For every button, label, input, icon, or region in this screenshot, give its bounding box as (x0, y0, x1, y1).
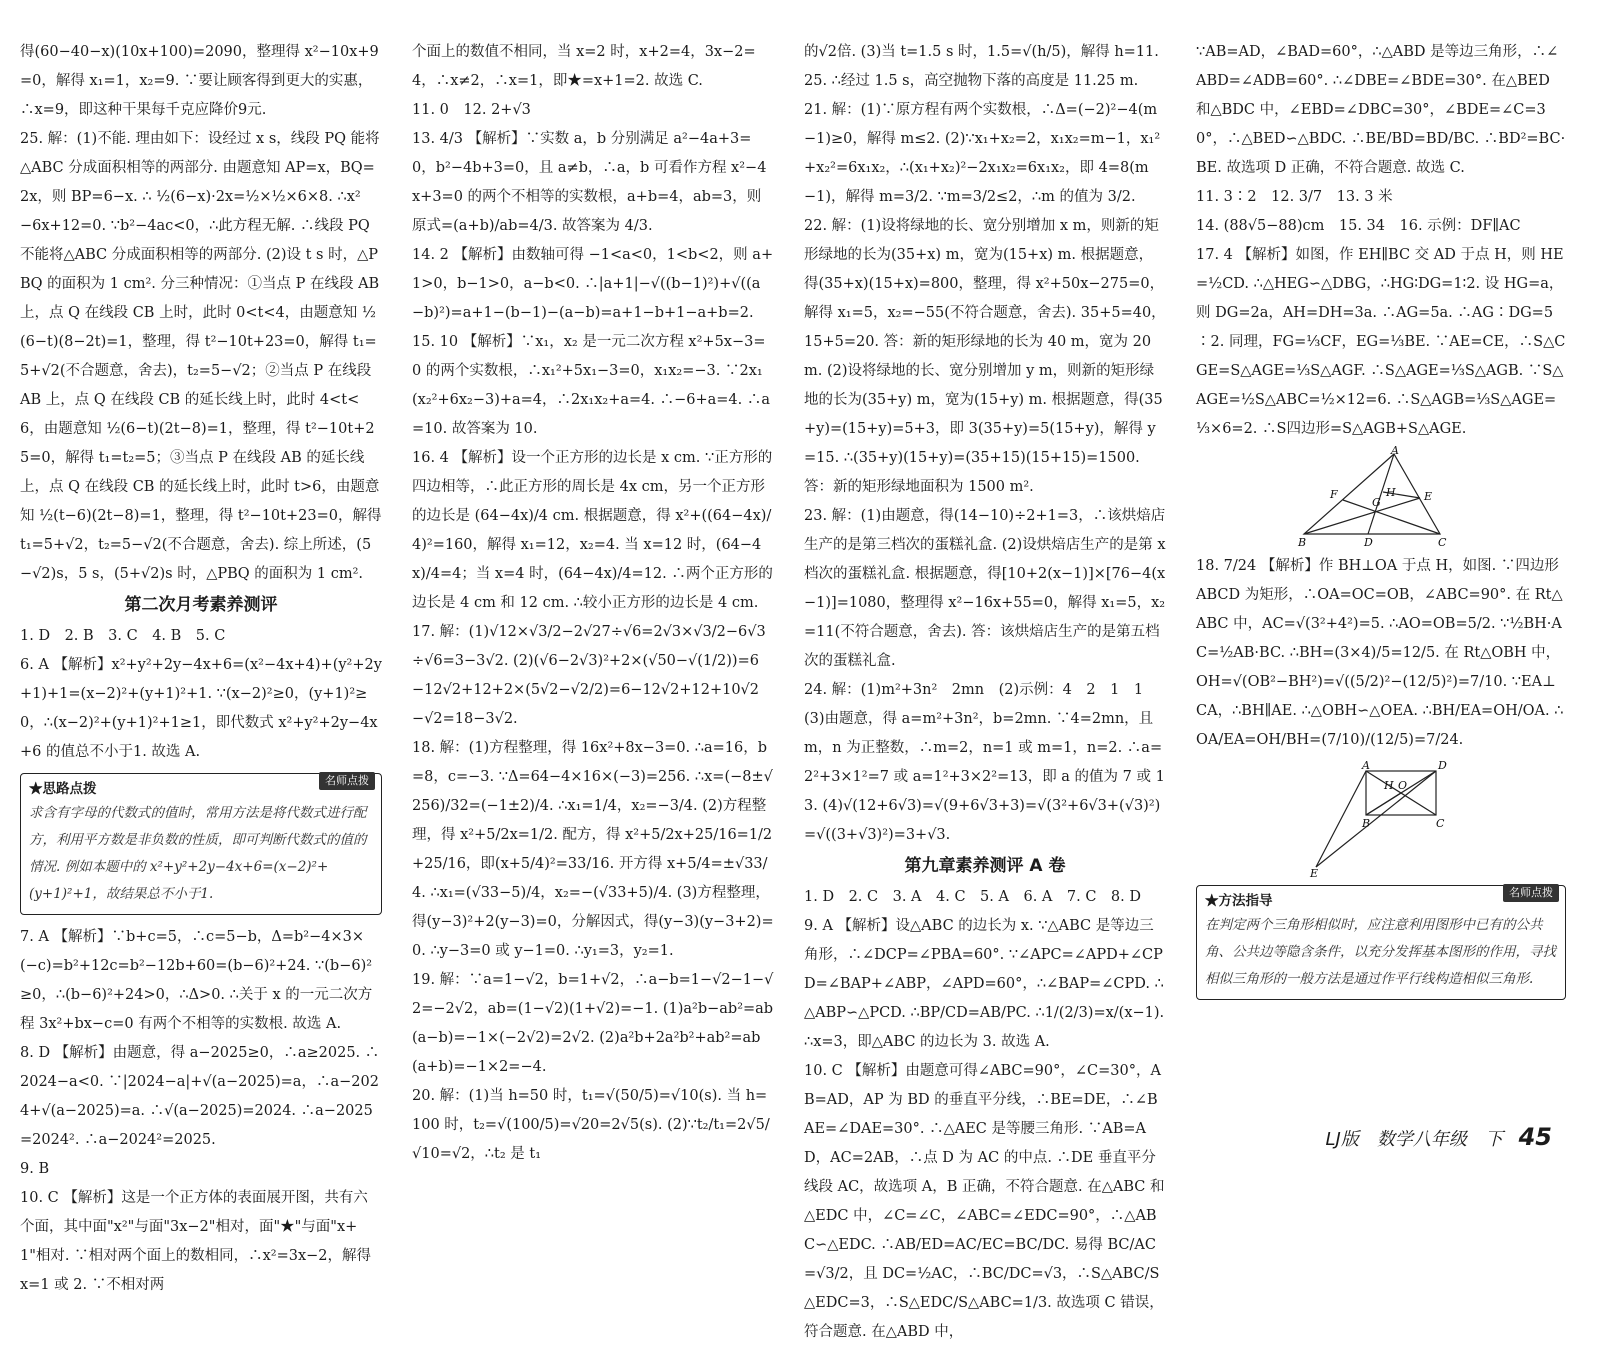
paragraph-q8: 8. D 【解析】由题意，得 a−2025≥0，∴a≥2025. ∴2024−a<0. ∵|2024−a|+√(a−2025)=a，∴a−2024+√(a−2025)=a. ∴√(a−2025)=2024. ∴a−2025=2024². ∴a−2024²=2025. (20, 1045, 380, 1148)
label-O: O (1398, 779, 1408, 792)
label-A: A (1391, 444, 1399, 457)
paragraph-q14: 14. 2 【解析】由数轴可得 −1<a<0，1<b<2，则 a+1>0，b−1>0，a−b<0. ∴|a+1|−√((b−1)²)+√((a−b)²)=a+1−(b−1)−(a−b)=a+1−b+1−a+b=2. (412, 247, 774, 321)
paragraph-q18: 18. 解：(1)方程整理，得 16x²+8x−3=0. ∴a=16，b=8，c=−3. ∵Δ=64−4×16×(−3)=256. ∴x=(−8±√256)/32=(−1±2)/4. ∴x₁=1/4，x₂=−3/4. (2)方程整理，得 x²+5/2x=1/2. 配方，得 x²+5/2x+25/16=1/2+25/16，即(x+5/4)²=33/16. 开方得 x+5/4=±√33/4. ∴x₁=(√33−5)/4，x₂=−(√33+5)/4. (3)方程整理，得(y−3)²+2(y−3)=0，分解因式，得(y−3)(y−3+2)=0. ∴y−3=0 或 y−1=0. ∴y₁=3，y₂=1. (412, 740, 774, 959)
label-F: F (1330, 488, 1338, 501)
column-2 (412, 38, 774, 1162)
column-3 (804, 38, 1166, 1340)
answers-1-8: 1. D 2. C 3. A 4. C 5. A 6. A 7. C 8. D (804, 889, 1141, 905)
method-text: 在判定两个三角形相似时，应注意利用图形中已有的公共角、公共边等隐含条件，以充分发挥基本图形的作用，寻找相似三角形的一般方法是通过作平行线构造相似三角形. (1205, 917, 1556, 987)
answers-1-5: 1. D 2. B 3. C 4. B 5. C (20, 628, 226, 644)
tip-box (20, 773, 382, 915)
method-tag: 名师点拨 (1503, 884, 1559, 902)
label-C: C (1438, 536, 1447, 549)
label-G: G (1372, 496, 1381, 509)
label-B: B (1362, 817, 1371, 830)
paragraph-q21: 21. 解：(1)∵原方程有两个实数根，∴Δ=(−2)²−4(m−1)≥0，解得 m≤2. (2)∵x₁+x₂=2，x₁x₂=m−1，x₁²+x₂²=6x₁x₂，∴(x₁+x₂)²−2x₁x₂=6x₁x₂，即 4=8(m−1)，解得 m=3/2. ∵m=3/2≤2，∴m 的值为 3/2. (804, 102, 1161, 205)
method-title: ★方法指导 (1205, 893, 1273, 909)
paragraph-q10: 10. C 【解析】由题意可得∠ABC=90°，∠C=30°，AB=AD，AP 为 BD 的垂直平分线，∴BE=DE，∴∠BAE=∠DAE=30°. ∴△AEC 是等腰三角形. ∵AB=AD，AC=2AB，∴点 D 为 AC 的中点. ∴DE 垂直平分线段 AC，故选项 A，B 正确，不符合题意. 在△ABC 和△EDC 中，∠C=∠C，∠ABC=∠EDC=90°，∴△ABC∽△EDC. ∴AB/ED=AC/EC=BC/DC. 易得 BC/AC=√3/2，且 DC=½AC，∴BC/DC=√3，∴S△ABC/S△EDC=3，∴S△EDC/S△ABC=1/3. 故选项 C 错误，符合题意. 在△ABD 中， (804, 1063, 1165, 1340)
label-D: D (1438, 759, 1447, 772)
answers-11-13: 11. 3∶2 12. 3/7 13. 3 米 (1196, 189, 1393, 205)
paragraph-q9: 9. A 【解析】设△ABC 的边长为 x. ∵△ABC 是等边三角形，∴∠DCP=∠PBA=60°. ∵∠APC=∠APD+∠CPD=∠BAP+∠ABP，∠APD=60°，∴∠BAP=∠CPD. ∴△ABP∽△PCD. ∴BP/CD=AB/PC. ∴1/(2/3)=x/(x−1). ∴x=3，即△ABC 的边长为 3. 故选 A. (804, 918, 1165, 1050)
tip-tag: 名师点拨 (319, 772, 375, 790)
label-A: A (1362, 759, 1370, 772)
paragraph-q17: 17. 4 【解析】如图，作 EH∥BC 交 AD 于点 H，则 HE=½CD. ∴△HEG∽△DBG，∴HG∶DG=1∶2. 设 HG=a，则 DG=2a，AH=DH=3a. ∴AG=5a. ∴AG∶DG=5∶2. 同理，FG=⅓CF，EG=⅓BE. ∵AE=CE，∴S△CGE=S△AGE=⅓S△AGF. ∴S△AGE=⅓S△AGB. ∵S△AGE=½S△ABC=½×12=6. ∴S△AGB=⅓S△AGE=⅓×6=2. ∴S四边形=S△AGB+S△AGE. (1196, 247, 1566, 437)
answers-11-12: 11. 0 12. 2+√3 (412, 102, 531, 118)
page-number: 45 (1518, 1123, 1552, 1151)
label-C: C (1436, 817, 1445, 830)
section-heading: 第二次月考素养测评 (124, 595, 278, 615)
paragraph-q10: 10. C 【解析】这是一个正方体的表面展开图，共有六个面，其中面"x²"与面"3x−2"相对，面"★"与面"x+1"相对. ∵相对两个面上的数相同，∴x²=3x−2，解得 x=1 或 2. ∵不相对两 (20, 1190, 372, 1293)
edition-label: LJ版 数学八年级 下 (1325, 1129, 1503, 1150)
page-footer (1326, 1122, 1552, 1155)
answers-14-16: 14. (88√5−88)cm 15. 34 16. 示例：DF∥AC (1196, 218, 1521, 234)
paragraph: 的√2倍. (3)当 t=1.5 s 时，1.5=√(h/5)，解得 h=11.25. ∴经过 1.5 s，高空抛物下落的高度是 11.25 m. (804, 44, 1159, 89)
paragraph-q13: 13. 4/3 【解析】∵实数 a，b 分别满足 a²−4a+3=0，b²−4b+3=0，且 a≠b，∴a，b 可看作方程 x²−4x+3=0 的两个不相等的实数根，a+b=4，ab=3，则原式=(a+b)/ab=4/3. 故答案为 4/3. (412, 131, 767, 234)
paragraph-q18: 18. 7/24 【解析】作 BH⊥OA 于点 H，如图. ∵四边形 ABCD 为矩形，∴OA=OC=OB，∠ABC=90°. 在 Rt△ABC 中，AC=√(3²+4²)=5. ∴AO=OB=5/2. ∵½BH·AC=½AB·BC. ∴BH=(3×4)/5=12/5. 在 Rt△OBH 中，OH=√(OB²−BH²)=√((5/2)²−(12/5)²)=7/10. ∵EA⊥CA，∴BH∥AE. ∴△OBH∽△OEA. ∴BH/EA=OH/OA. ∴OA/EA=OH/BH=(7/10)/(12/5)=7/24. (1196, 558, 1564, 748)
label-H: H (1386, 486, 1396, 499)
paragraph-q17: 17. 解：(1)√12×√3/2−2√27÷√6=2√3×√3/2−6√3÷√6=3−3√2. (2)(√6−2√3)²+2×(√50−√(1/2))=6−12√2+12+2×(5√2−√2/2)=6−12√2+12+10√2−√2=18−3√2. (412, 624, 766, 727)
paragraph-q15: 15. 10 【解析】∵x₁，x₂ 是一元二次方程 x²+5x−3=0 的两个实数根，∴x₁²+5x₁−3=0，x₁x₂=−3. ∵2x₁(x₂²+6x₂−3)+a=4，∴2x₁x₂+a=4. ∴−6+a=4. ∴a=10. 故答案为 10. (412, 334, 771, 437)
rectangle-figure-q18 (1306, 759, 1456, 879)
column-4 (1196, 38, 1566, 1124)
paragraph-q22: 22. 解：(1)设将绿地的长、宽分别增加 x m，则新的矩形绿地的长为(35+x) m，宽为(15+x) m. 根据题意，得(35+x)(15+x)=800，整理，得 x²+50x−275=0，解得 x₁=5，x₂=−55(不符合题意，舍去). 35+5=40，15+5=20. 答：新的矩形绿地的长为 40 m，宽为 20 m. (2)设将绿地的长、宽分别增加 y m，则新的矩形绿地的长为(35+y) m，宽为(15+y) m. 根据题意，得(35+y)=(15+y)=5+3，即 3(35+y)=5(15+y)，解得 y=15. ∴(35+y)(15+y)=(35+15)(15+15)=1500. 答：新的矩形绿地面积为 1500 m². (804, 218, 1166, 495)
paragraph: 个面上的数值不相同，当 x=2 时，x+2=4，3x−2=4，∴x≠2，∴x=1，即★=x+1=2. 故选 C. (412, 44, 756, 89)
paragraph-q6: 6. A 【解析】x²+y²+2y−4x+6=(x²−4x+4)+(y²+2y+1)+1=(x−2)²+(y+1)²+1. ∵(x−2)²≥0，(y+1)²≥0，∴(x−2)²+(y+1)²+1≥1，即代数式 x²+y²+2y−4x+6 的值总不小于1. 故选 A. (20, 657, 382, 760)
paragraph: ∵AB=AD，∠BAD=60°，∴△ABD 是等边三角形，∴∠ABD=∠ADB=60°. ∴∠DBE=∠BDE=30°. 在△BED 和△BDC 中，∠EBD=∠DBC=30°，∠BDE=∠C=30°，∴△BED∽△BDC. ∴BE/BD=BD/BC. ∴BD²=BC·BE. 故选项 D 正确，不符合题意. 故选 C. (1196, 44, 1566, 176)
paragraph-q19: 19. 解：∵a=1−√2，b=1+√2，∴a−b=1−√2−1−√2=−2√2，ab=(1−√2)(1+√2)=−1. (1)a²b−ab²=ab(a−b)=−1×(−2√2)=2√2. (2)a²b+2a²b²+ab²=ab(a+b)=−1×2=−4. (412, 972, 774, 1075)
paragraph: 得(60−40−x)(10x+100)=2090，整理得 x²−10x+9=0，解得 x₁=1，x₂=9. ∵要让顾客得到更大的实惠，∴x=9，即这种干果每千克应降价9元. (20, 44, 379, 118)
label-B: B (1298, 536, 1307, 549)
tip-text: 求含有字母的代数式的值时，常用方法是将代数式进行配方，利用平方数是非负数的性质，即可判断代数式的值的情况. 例如本题中的 x²+y²+2y−4x+6=(x−2)²+(y+1)²+1，故结果总不小于1. (29, 805, 367, 902)
tip-title: ★思路点拨 (29, 781, 97, 797)
section-heading: 第九章素养测评 A 卷 (904, 856, 1066, 876)
method-box (1196, 885, 1566, 1000)
label-D: D (1364, 536, 1373, 549)
label-E: E (1424, 490, 1433, 503)
paragraph-q16: 16. 4 【解析】设一个正方形的边长是 x cm. ∵正方形的四边相等，∴此正方形的周长是 4x cm，另一个正方形的边长是 (64−4x)/4 cm. 根据题意，得 x²+((64−4x)/4)²=160，解得 x₁=12，x₂=4. 当 x=12 时，(64−4x)/4=4；当 x=4 时，(64−4x)/4=12. ∴两个正方形的边长是 4 cm 和 12 cm. ∴较小正方形的边长是 4 cm. (412, 450, 773, 611)
triangle-figure-q17 (1296, 444, 1466, 549)
label-H: H (1384, 779, 1394, 792)
paragraph-q23: 23. 解：(1)由题意，得(14−10)÷2+1=3，∴该烘焙店生产的是第三档次的蛋糕礼盒. (2)设烘焙店生产的是第 x 档次的蛋糕礼盒. 根据题意，得[10+2(x−1)]×[76−4(x−1)]=1080，整理得 x²−16x+55=0，解得 x₁=5，x₂=11(不符合题意，舍去). 答：该烘焙店生产的是第五档次的蛋糕礼盒. (804, 508, 1166, 669)
paragraph-q20: 20. 解：(1)当 h=50 时，t₁=√(50/5)=√10(s). 当 h=100 时，t₂=√(100/5)=√20=2√5(s). (2)∵t₂/t₁=2√5/√10=√2，∴t₂ 是 t₁ (412, 1088, 770, 1162)
paragraph-q25: 25. 解：(1)不能. 理由如下：设经过 x s，线段 PQ 能将△ABC 分成面积相等的两部分. 由题意知 AP=x，BQ=2x，则 BP=6−x. ∴ ½(6−x)·2x=½×½×6×8. ∴x²−6x+12=0. ∵b²−4ac<0，∴此方程无解. ∴线段 PQ 不能将△ABC 分成面积相等的两部分. (2)设 t s 时，△PBQ 的面积为 1 cm². 分三种情况：①当点 P 在线段 AB 上，点 Q 在线段 CB 上时，此时 0<t<4，由题意知 ½(6−t)(8−2t)=1，整理，得 t²−10t+23=0，解得 t₁=5+√2(不合题意，舍去)，t₂=5−√2；②当点 P 在线段 AB 上，点 Q 在线段 CB 的延长线上时，此时 4<t<6，由题意知 ½(6−t)(2t−8)=1，整理，得 t²−10t+25=0，解得 t₁=t₂=5；③当点 P 在线段 AB 的延长线上，点 Q 在线段 CB 的延长线上时，此时 t>6，由题意知 ½(t−6)(2t−8)=1，整理，得 t²−10t+23=0，解得 t₁=5+√2，t₂=5−√2(不合题意，舍去). 综上所述，(5−√2)s，5 s，(5+√2)s 时，△PBQ 的面积为 1 cm². (20, 131, 382, 582)
paragraph-q24: 24. 解：(1)m²+3n² 2mn (2)示例：4 2 1 1 (3)由题意，得 a=m²+3n²，b=2mn. ∵4=2mn，且 m，n 为正整数，∴m=2，n=1 或 m=1，n=2. ∴a=2²+3×1²=7 或 a=1²+3×2²=13，即 a 的值为 7 或 13. (4)√(12+6√3)=√(9+6√3+3)=√(3²+6√3+(√3)²)=√((3+√3)²)=3+√3. (804, 682, 1165, 843)
paragraph-q7: 7. A 【解析】∵b+c=5，∴c=5−b，Δ=b²−4×3×(−c)=b²+12c=b²−12b+60=(b−6)²+24. ∵(b−6)²≥0，∴(b−6)²+24>0，∴Δ>0. ∴关于 x 的一元二次方程 3x²+bx−c=0 有两个不相等的实数根. 故选 A. (20, 929, 373, 1032)
column-1 (20, 38, 382, 1293)
paragraph-q9: 9. B (20, 1161, 50, 1177)
label-E: E (1310, 867, 1319, 880)
